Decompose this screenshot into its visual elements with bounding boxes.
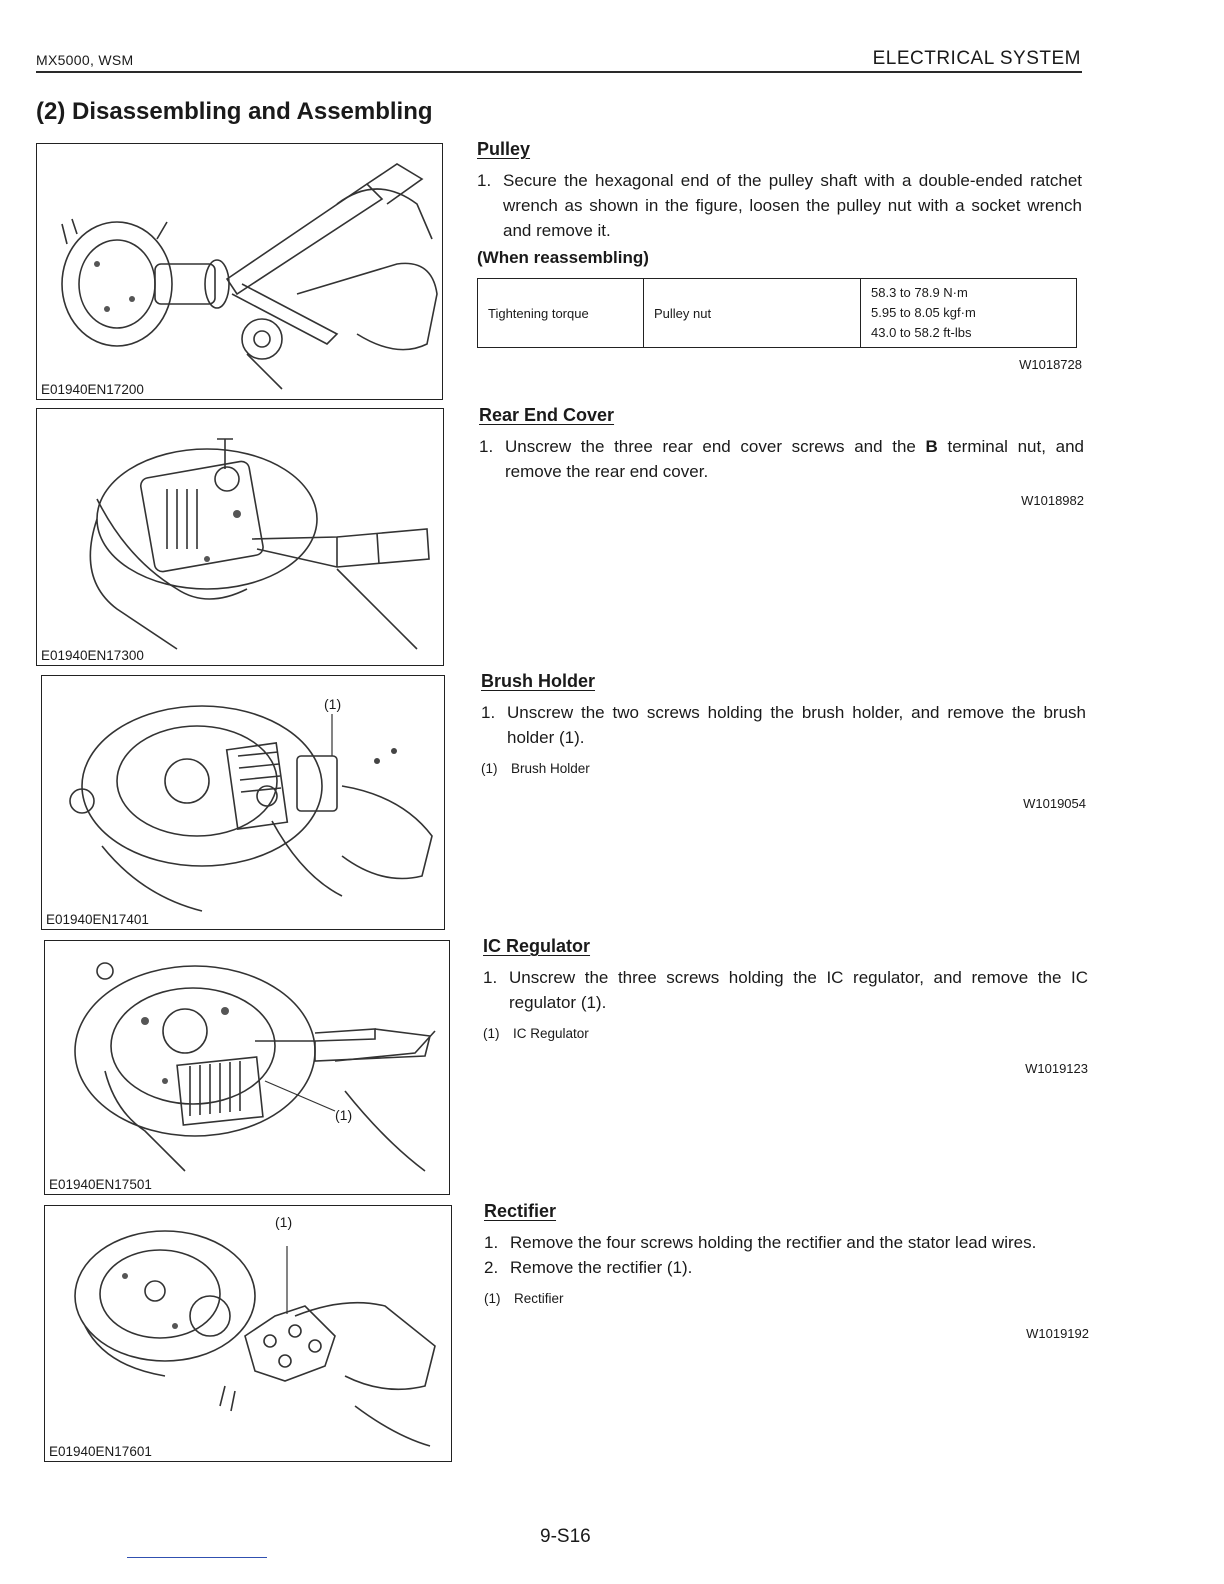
step-text: Remove the rectifier (1). [510,1258,693,1277]
torque-value-ftlbs: 43.0 to 58.2 ft-lbs [871,325,972,340]
figure-callout: (1) [324,696,342,712]
part-note: (1) Brush Holder [481,761,590,776]
section-heading: Brush Holder [481,671,596,691]
section-heading: Rectifier [484,1201,557,1221]
document-code: W1018728 [1019,357,1082,372]
figure-rear-end-cover [36,408,444,666]
section-ic-regulator [483,934,1088,1081]
step-text: Unscrew the three rear end cover screws and the B terminal nut, and remove the rear end cover. [505,437,1084,481]
figure-code: E01940EN17601 [49,1444,156,1459]
document-code: W1018982 [1021,493,1084,508]
footer-rule [127,1557,267,1558]
torque-label-cell: Tightening torque [478,279,644,348]
figure-code: E01940EN17200 [41,382,148,397]
figure-pulley [36,143,443,400]
section-heading: Pulley [477,139,531,159]
section-rear-end-cover [479,403,1084,513]
step-text: Remove the four screws holding the rectifier and the stator lead wires. [510,1233,1037,1252]
step-number: 1. [477,171,492,190]
ic-regulator-illustration [45,941,449,1194]
step-number: 1. [481,703,496,722]
torque-value-nm: 58.3 to 78.9 N·m [871,285,968,300]
step [484,1230,1089,1255]
section-heading: Rear End Cover [479,405,615,425]
section-brush-holder [481,669,1086,816]
brush-holder-illustration [42,676,444,929]
figure-code: E01940EN17401 [46,912,153,927]
document-code: W1019054 [1023,796,1086,811]
step [477,168,1082,243]
part-note: (1) Rectifier [484,1291,564,1306]
figure-ic-regulator [44,940,450,1195]
step-number: 1. [483,968,498,987]
page-number: 9-S16 [540,1526,591,1547]
step [484,1255,1089,1280]
step-number: 1. [484,1233,499,1252]
part-note: (1) IC Regulator [483,1026,589,1041]
header-rule [36,71,1082,73]
torque-item-cell: Pulley nut [644,279,861,348]
pulley-illustration [37,144,442,399]
figure-code: E01940EN17300 [41,648,148,663]
document-code: W1019192 [1026,1326,1089,1341]
step-text: Unscrew the three screws holding the IC regulator, and remove the IC regulator (1). [509,968,1088,1012]
figure-brush-holder [41,675,445,930]
torque-table [477,278,1077,348]
step-text: Unscrew the two screws holding the brush holder, and remove the brush holder (1). [507,703,1086,747]
torque-values-cell [861,279,1077,348]
figure-rectifier [44,1205,452,1462]
figure-callout: (1) [335,1107,353,1123]
section-title: (2) Disassembling and Assembling [36,98,433,125]
when-reassembling-label: (When reassembling) [477,248,649,267]
step [481,700,1086,750]
figure-code: E01940EN17501 [49,1177,156,1192]
section-pulley [477,137,1082,377]
document-code: W1019123 [1025,1061,1088,1076]
torque-value-kgfm: 5.95 to 8.05 kgf·m [871,305,976,320]
step-number: 1. [479,437,494,456]
step-number: 2. [484,1258,499,1277]
step-text: Secure the hexagonal end of the pulley shaft with a double-ended ratchet wrench as shown in the figure, loosen the pulley nut with a socket wrench and remove it. [503,171,1082,240]
step [479,434,1084,484]
header-chapter-title: ELECTRICAL SYSTEM [872,48,1081,69]
section-heading: IC Regulator [483,936,591,956]
step [483,965,1088,1015]
section-rectifier [484,1199,1089,1346]
rear-cover-illustration [37,409,443,665]
header-manual-id: MX5000, WSM [36,52,134,68]
figure-callout: (1) [275,1214,293,1230]
rectifier-illustration [45,1206,451,1461]
